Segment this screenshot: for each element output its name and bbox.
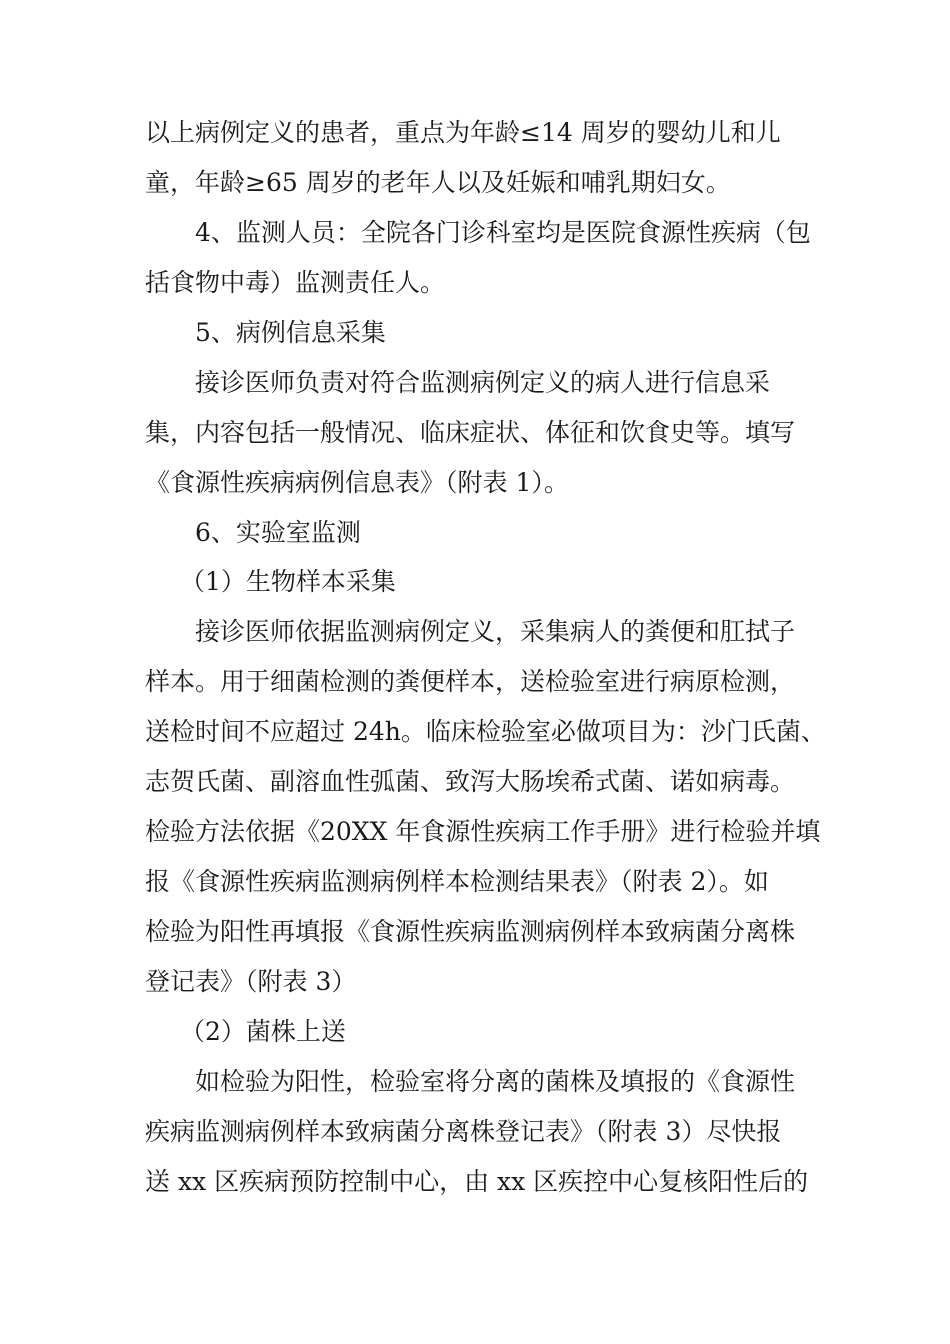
paragraph-line: 检验为阳性再填报《食源性疾病监测病例样本致病菌分离株	[145, 917, 796, 946]
section-heading-lab-monitoring: 6、实验室监测	[195, 518, 361, 547]
paragraph-line: 如检验为阳性，检验室将分离的菌株及填报的《食源性	[195, 1067, 796, 1096]
paragraph-line: 接诊医师负责对符合监测病例定义的病人进行信息采	[195, 368, 771, 397]
paragraph-line: 样本。用于细菌检测的粪便样本，送检验室进行病原检测，	[145, 667, 796, 696]
paragraph-line: 接诊医师依据监测病例定义，采集病人的粪便和肛拭子	[195, 617, 796, 646]
paragraph-line: 检验方法依据《20XX 年食源性疾病工作手册》进行检验并填	[145, 817, 821, 846]
paragraph-line: 送检时间不应超过 24h。临床检验室必做项目为：沙门氏菌、	[145, 717, 826, 746]
paragraph-line: 以上病例定义的患者，重点为年龄≤14 周岁的婴幼儿和儿	[145, 118, 781, 147]
paragraph-line: 童，年龄≥65 周岁的老年人以及妊娠和哺乳期妇女。	[145, 168, 731, 197]
section-heading-case-info: 5、病例信息采集	[195, 318, 386, 347]
paragraph-line: 志贺氏菌、副溶血性弧菌、致泻大肠埃希式菌、诺如病毒。	[145, 767, 796, 796]
paragraph-line: 疾病监测病例样本致病菌分离株登记表》（附表 3）尽快报	[145, 1117, 782, 1146]
paragraph-line: 登记表》（附表 3）	[145, 967, 357, 996]
subsection-heading-strain-submission: （2）菌株上送	[180, 1017, 346, 1046]
section-heading-monitoring-staff: 4、监测人员：全院各门诊科室均是医院食源性疾病（包	[195, 218, 811, 247]
paragraph-line: 集，内容包括一般情况、临床症状、体征和饮食史等。填写	[145, 418, 796, 447]
paragraph-line: 《食源性疾病病例信息表》（附表 1）。	[145, 468, 569, 497]
paragraph-line: 报《食源性疾病监测病例样本检测结果表》（附表 2）。如	[145, 867, 769, 896]
paragraph-line: 括食物中毒）监测责任人。	[145, 268, 446, 297]
paragraph-line: 送 xx 区疾病预防控制中心，由 xx 区疾控中心复核阳性后的	[145, 1167, 809, 1196]
subsection-heading-sample-collection: （1）生物样本采集	[180, 567, 396, 596]
